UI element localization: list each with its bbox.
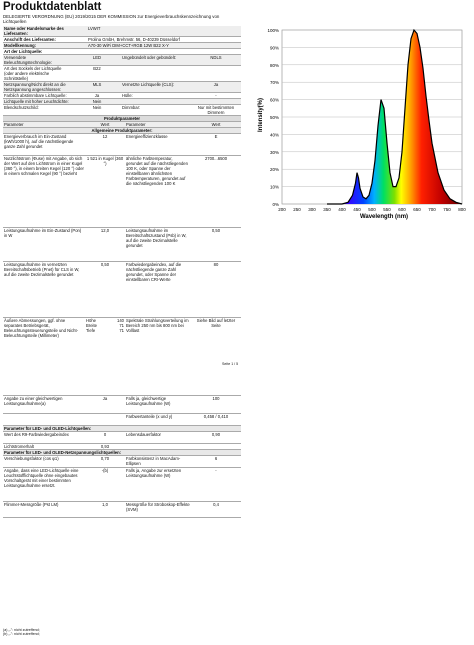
param-header: Wert — [191, 122, 241, 128]
supplier-table — [3, 26, 241, 55]
page-title: Produktdatenblatt — [3, 1, 102, 13]
param-cell: 12 — [85, 134, 125, 156]
depth-label: Tiefe — [86, 328, 96, 334]
param-cell: Energieeffizienzklasse — [125, 134, 191, 156]
model-id-value: A70-30 WiFi DIM+CCT+RGB 12W B22 X-Y — [87, 43, 241, 49]
param-cell: - — [191, 468, 241, 502]
general-section-title: Allgemeine Produktparameter: — [3, 128, 241, 134]
param-cell: 1,0 — [85, 502, 125, 518]
page-number: Seite 1 / 5 — [222, 362, 239, 366]
x-tick-label: 200 — [278, 207, 286, 212]
param-cell: Leistungsaufnahme im Bereitschaftszustand (Psb) in W, auf die zweite Dezimalstelle gerundet — [125, 228, 191, 262]
light-source-type-label: Art der Lichtquelle: — [3, 49, 87, 55]
param-cell: 0,93 — [85, 444, 125, 450]
footnotes — [3, 628, 40, 637]
param-cell: 1 521 in Kugel (360 °) — [85, 156, 125, 228]
param-cell: Ja — [85, 396, 125, 414]
y-tick-label: 0% — [272, 202, 279, 207]
type-cell: Ungebündelt oder gebündelt: — [121, 55, 191, 66]
parameter-table — [3, 116, 241, 518]
light-source-type-value — [87, 49, 241, 55]
y-tick-label: 80% — [269, 62, 279, 68]
type-cell: Vernetzte Lichtquelle (CLS): — [121, 82, 191, 93]
param-cell — [3, 414, 85, 426]
param-cell: 0,90 — [191, 432, 241, 444]
depth-value: 71 — [119, 328, 124, 334]
y-axis-label: Intensity(%) — [258, 97, 264, 133]
param-cell: Farbwiedergabeindex, auf die nächstliegende ganze Zahl gerundet, oder Spanne der einstellbaren CRI-Werte — [125, 262, 191, 318]
x-tick-label: 500 — [368, 207, 376, 212]
type-cell: B22 — [73, 66, 121, 82]
type-cell: Dimmbar: — [121, 105, 191, 116]
param-title: Produktparameter — [3, 116, 241, 122]
param-cell: Leistungsaufnahme im Ein-Zustand (Pon) in W — [3, 228, 85, 262]
param-cell: Spektrale Strahlungsverteilung im Bereich 250 nm bis 800 nm bei Volllast — [125, 318, 191, 396]
datasheet — [3, 1, 241, 518]
param-cell: Flimmer-Messgröße (Pst LM) — [3, 502, 85, 518]
param-cell: Lebensdauerfaktor — [125, 432, 191, 444]
param-cell: 80 — [191, 262, 241, 318]
type-cell: Farblich abstimmbare Lichtquelle: — [3, 93, 73, 99]
y-tick-label: 10% — [269, 184, 279, 190]
param-cell: 0,50 — [85, 262, 125, 318]
param-cell: 0,70 — [85, 456, 125, 468]
type-cell: LED — [73, 55, 121, 66]
spectrum-chart — [246, 20, 468, 220]
param-header: Wert — [85, 122, 125, 128]
x-tick-label: 650 — [413, 207, 421, 212]
param-cell: Farbkonsistenz in MacAdam-Ellipsen — [125, 456, 191, 468]
height-label: Höhe — [86, 318, 97, 324]
param-cell: Siehe Bild auf letzter Seite — [191, 318, 241, 396]
x-tick-label: 750 — [443, 207, 451, 212]
mains-section-title: Parameter für LED- und OLED-Netzspannungslichtquellen: — [3, 450, 241, 456]
param-cell: Nutzlichtstrom (Φuse) mit Angabe, ob sich der Wert auf den Lichtstrom in einer Kugel (360 °), in einem breiten Kegel (120 °) oder in einem schmalen Kegel (90 °) bezieht — [3, 156, 85, 228]
y-tick-label: 30% — [269, 149, 279, 155]
param-cell: -(b) — [85, 468, 125, 502]
type-cell — [121, 66, 191, 82]
dimensions-cell — [85, 318, 125, 396]
supplier-name-label: Name oder Handelsmarke des Lieferanten: — [3, 26, 87, 37]
type-cell: - — [191, 93, 241, 99]
param-cell: 12,0 — [85, 228, 125, 262]
footnote: (b) „-": nicht zutreffend; — [3, 632, 40, 637]
type-cell: NDLS — [191, 55, 241, 66]
supplier-name-value: LVWIT — [87, 26, 241, 37]
param-cell: Energieverbrauch im Ein-Zustand (kWh/1000 h), auf die nächstliegende ganze Zahl gerundet — [3, 134, 85, 156]
x-tick-label: 550 — [383, 207, 391, 212]
param-cell: 0,50 — [191, 228, 241, 262]
x-tick-label: 300 — [308, 207, 316, 212]
type-cell: Verwendete Beleuchtungstechnologie: — [3, 55, 73, 66]
x-tick-label: 600 — [398, 207, 406, 212]
y-tick-label: 50% — [269, 115, 279, 120]
x-tick-label: 400 — [338, 207, 346, 212]
x-tick-label: 450 — [353, 207, 361, 212]
width-label: Breite — [86, 323, 97, 329]
y-tick-label: 60% — [269, 97, 279, 103]
led-section-title: Parameter für LED- und OLED-Lichtquellen: — [3, 426, 241, 432]
param-cell: 2700...6500 — [191, 156, 241, 228]
type-cell: Ja — [191, 82, 241, 93]
param-header: Parameter — [125, 122, 191, 128]
param-cell: 100 — [191, 396, 241, 414]
type-cell — [191, 66, 241, 82]
param-cell: 0 — [85, 432, 125, 444]
type-cell: MLS — [73, 82, 121, 93]
height-value: 140 — [117, 318, 124, 324]
page-subtitle: DELEGIERTE VERORDNUNG (EU) 2019/2015 DER KOMMISSION zur Energieverbrauchskennzeichnung von Lichtquellen — [3, 14, 220, 25]
param-cell: Falls ja, Angabe zur ersetzten Leistungsaufnahme (W) — [125, 468, 191, 502]
type-cell: Nein — [73, 105, 121, 116]
type-cell: Blendschutzschild: — [3, 105, 73, 116]
param-cell: 6 — [191, 456, 241, 468]
param-cell: Messgröße für Stroboskop-Effekte (SVM) — [125, 502, 191, 518]
supplier-address-value: Prolina GmbH, Brehmstr. 56, D-40239 Düsseldorf — [87, 37, 241, 43]
width-value: 71 — [119, 323, 124, 329]
x-tick-label: 250 — [293, 207, 301, 212]
x-axis-label: Wavelength (nm) — [359, 214, 409, 220]
type-table — [3, 55, 241, 116]
param-cell: 0,458 / 0,410 — [191, 414, 241, 426]
param-cell: Verschiebungsfaktor (cos φ1) — [3, 456, 85, 468]
type-cell: Ja — [73, 93, 121, 99]
param-cell: Wert des R9-Farbwiedergabeindex — [3, 432, 85, 444]
y-tick-label: 40% — [269, 132, 279, 138]
param-cell: Lichtstromerhalt — [3, 444, 85, 450]
y-tick-label: 20% — [269, 167, 279, 173]
param-cell: Angabe, dass eine LED-Lichtquelle eine Leuchtstofflichtquelle ohne eingebautes Vorschaltgerät mit einer bestimmten Leistungsaufnahme ersetzt. — [3, 468, 85, 502]
type-cell: Netzspannung/Nicht direkt an die Netzspannung angeschlossen: — [3, 82, 73, 93]
type-cell: Nein — [73, 99, 121, 105]
param-header: Parameter — [3, 122, 85, 128]
param-cell: ähnliche Farbtemperatur, gerundet auf die nächstliegenden 100 K, oder Spanne der einstellbaren ähnlichsten Farbtemperaturen, gerundet auf die nächstliegenden 100 K — [125, 156, 191, 228]
x-tick-label: 800 — [458, 207, 466, 212]
dimensions-label: Äußere Abmessungen, ggf. ohne separates Betriebsgerät, Beleuchtungssteuerungsteile und Nicht-Beleuchtungsteile (Millimeter) — [3, 318, 85, 396]
param-cell: Falls ja, gleichwertige Leistungsaufnahme (W) — [125, 396, 191, 414]
x-tick-label: 350 — [323, 207, 331, 212]
param-cell: 0,4 — [191, 502, 241, 518]
param-cell: E — [191, 134, 241, 156]
x-tick-label: 700 — [428, 207, 436, 212]
param-cell: Angabe zu einer gleichwertigen Leistungsaufnahme(a) — [3, 396, 85, 414]
x-tick-labels — [278, 207, 466, 212]
y-tick-label: 90% — [269, 45, 279, 51]
type-cell: Hülle: — [121, 93, 191, 99]
param-cell — [85, 414, 125, 426]
supplier-address-label: Anschrift des Lieferanten: — [3, 37, 87, 43]
type-cell: Nur mit bestimmten Dimmern — [191, 105, 241, 116]
param-cell: Farbwertanteile (x und y) — [125, 414, 191, 426]
y-tick-label: 70% — [269, 80, 279, 86]
type-cell: Art des Sockels der Lichtquelle (oder andere elektrische Schnittstelle) — [3, 66, 73, 82]
y-tick-labels — [267, 28, 279, 207]
param-cell: Leistungsaufnahme im vernetzten Bereitschaftsbetrieb (Pnet) für CLS in W, auf die zweite Dezimalstelle gerundet — [3, 262, 85, 318]
y-tick-label: 100% — [267, 28, 279, 33]
type-cell: Lichtquelle mit hoher Leuchtdichte: — [3, 99, 73, 105]
footnote: (a) „-": nicht zutreffend; — [3, 628, 40, 632]
model-id-label: Modellkennung: — [3, 43, 87, 49]
